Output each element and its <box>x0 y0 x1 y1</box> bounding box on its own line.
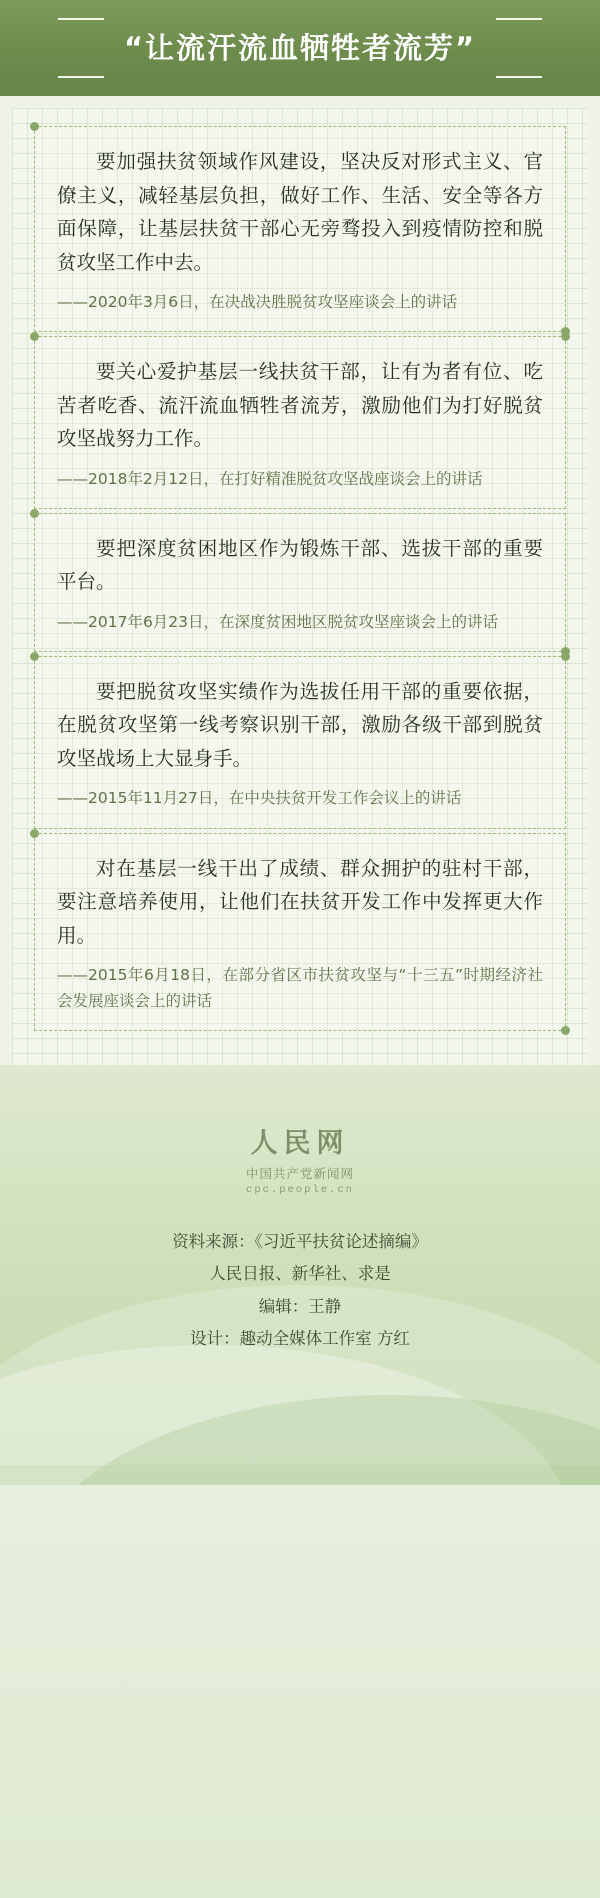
quote-text: 要把脱贫攻坚实绩作为选拔任用干部的重要依据，在脱贫攻坚第一线考察识别干部，激励各级干部到脱贫攻坚战场上大显身手。 <box>57 679 543 770</box>
corner-dot-icon <box>30 122 39 131</box>
logo-url: cpc.people.cn <box>246 1184 354 1197</box>
corner-dot-icon <box>30 652 39 661</box>
corner-dot-icon <box>30 509 39 518</box>
quote-card-3 <box>34 513 566 652</box>
corner-dot-icon <box>30 332 39 341</box>
quote-source: ——2020年3月6日，在决战决胜脱贫攻坚座谈会上的讲话 <box>57 293 458 312</box>
quote-text: 要关心爱护基层一线扶贫干部，让有为者有位、吃苦者吃香、流汗流血牺牲者流芳，激励他们为打好脱贫攻坚战努力工作。 <box>57 360 543 451</box>
quote-text: 对在基层一线干出了成绩、群众拥护的驻村干部，要注意培养使用，让他们在扶贫开发工作中发挥更大作用。 <box>57 856 543 947</box>
quote-card-1 <box>34 126 566 332</box>
header-rule-left-bottom <box>58 76 104 78</box>
quote-source: ——2015年11月27日，在中央扶贫开发工作会议上的讲话 <box>57 789 462 808</box>
header-rule-left <box>58 18 104 20</box>
credits-block <box>0 1226 600 1355</box>
quote-card-4 <box>34 656 566 829</box>
header-rule-right-bottom <box>496 76 542 78</box>
corner-dot-icon <box>561 1026 570 1035</box>
header-rule-right <box>496 18 542 20</box>
credit-editor: 编辑：王静 <box>258 1296 342 1316</box>
header-banner <box>0 0 600 96</box>
quote-source: ——2018年2月12日，在打好精准脱贫攻坚战座谈会上的讲话 <box>57 469 483 488</box>
quote-text: 要加强扶贫领域作风建设，坚决反对形式主义、官僚主义，减轻基层负担，做好工作、生活、安全等各方面保障，让基层扶贫干部心无旁骛投入到疫情防控和脱贫攻坚工作中去。 <box>57 150 543 274</box>
credit-designer: 设计：趣动全媒体工作室 方红 <box>190 1328 410 1348</box>
site-logo <box>0 1065 600 1196</box>
quote-card-2 <box>34 336 566 509</box>
logo-subtitle: 中国共产党新闻网 <box>245 1166 354 1182</box>
footer <box>0 1065 600 1485</box>
credit-outlets: 人民日报、新华社、求是 <box>209 1264 391 1284</box>
quote-card-5 <box>34 833 566 1032</box>
credit-source: 资料来源：《习近平扶贫论述摘编》 <box>172 1232 428 1252</box>
page-title: “让流汗流血牺牲者流芳” <box>123 30 477 65</box>
quote-source: ——2017年6月23日，在深度贫困地区脱贫攻坚座谈会上的讲话 <box>57 612 499 631</box>
quote-list <box>12 108 588 1065</box>
corner-dot-icon <box>561 332 570 341</box>
quote-source: ——2015年6月18日，在部分省区市扶贫攻坚与“十三五”时期经济社会发展座谈会上的讲话 <box>57 966 543 1011</box>
corner-dot-icon <box>30 829 39 838</box>
quote-text: 要把深度贫困地区作为锻炼干部、选拔干部的重要平台。 <box>57 536 543 594</box>
logo-name: 人民网 <box>250 1128 350 1160</box>
corner-dot-icon <box>561 652 570 661</box>
